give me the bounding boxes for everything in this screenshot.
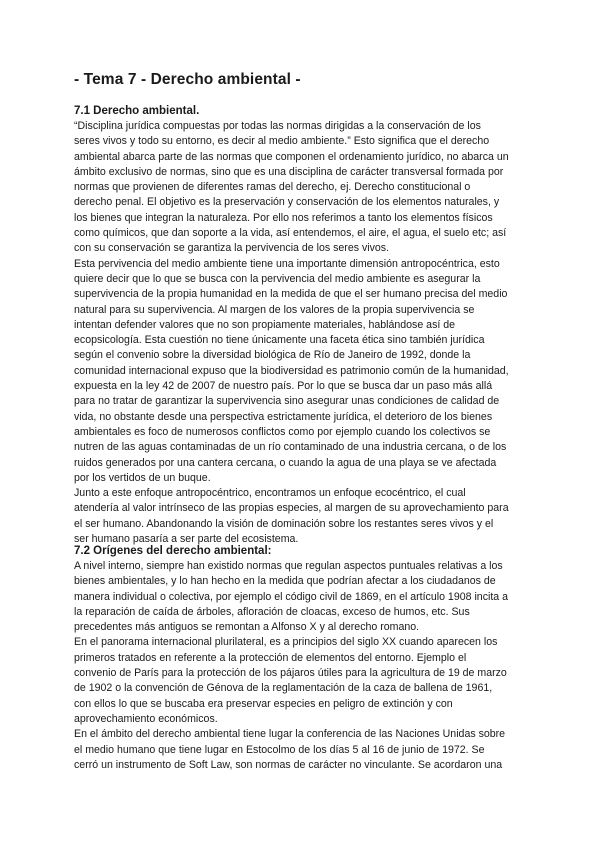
paragraph: Esta pervivencia del medio ambiente tiene una importante dimensión antropocéntrica, esto quiere decir que lo que se busca con la pervivencia del medio ambiente es asegurar la supervivencia de la propia humanidad en la medida de que el ser humano precisa del medio natural para su supervivencia. Al margen de los valores de la propia supervivencia se intentan defender valores que no son propiamente materiales, hablándose así de ecopsicología. Esta cuestión no tiene únicamente una faceta ética sino también jurídica según el convenio sobre la diversidad biológica de Río de Janeiro de 1992, donde la comunidad internacional expuso que la biodiversidad es patrimonio común de la humanidad, expuesta en la ley 42 de 2007 de nuestro país. Por lo que se busca dar un paso más allá para no tratar de garantizar la supervivencia sino asegurar unas condiciones de calidad de vida, no obstante desde una perspectiva estrictamente jurídica, el deterioro de los bienes ambientales es foco de numerosos conflictos como por ejemplo cuando los colectivos se nutren de las aguas contaminadas de un río contaminado de una industria cercana, o de los ruidos generados por una cantera cercana, o cuando la agua de una playa se ve afectada por los vertidos de un buque. (74, 257, 509, 484)
section-derecho-ambiental (74, 104, 534, 547)
paragraph: Junto a este enfoque antropocéntrico, encontramos un enfoque ecocéntrico, el cual atendería al valor intrínseco de las propias especies, al margen de su aprovechamiento para el ser humano. Abandonando la visión de dominación sobre los restantes seres vivos y el ser humano pasaría a ser parte del ecosistema. (74, 487, 509, 546)
section-heading: 7.1 Derecho ambiental. (74, 105, 200, 117)
paragraph: “Disciplina jurídica compuestas por todas las normas dirigidas a la conservación de los seres vivos y todo su entorno, es decir al medio ambiente.” Esto significa que el derecho ambiental abarca parte de las normas que componen el ordenamiento jurídico, no abarca un ámbito exclusivo de normas, sino que es una disciplina de carácter transversal formada por normas que provienen de diferentes ramas del derecho, ej. Derecho constitucional o derecho penal. El objetivo es la preservación y conservación de los elementos naturales, y los bienes que integran la naturaleza. Por ello nos referimos a tanto los elementos físicos como químicos, que dan soporte a la vida, así entendemos, el aire, el agua, el suelo etc; así con su conservación se garantiza la pervivencia de los seres vivos. (74, 120, 509, 255)
document-title: - Tema 7 - Derecho ambiental - (74, 71, 301, 88)
section-origenes (74, 544, 534, 773)
paragraph: En el ámbito del derecho ambiental tiene lugar la conferencia de las Naciones Unidas sobre el medio humano que tiene lugar en Estocolmo de los días 5 al 16 de junio de 1972. Se cerró un instrumento de Soft Law, son normas de carácter no vinculante. Se acordaron una (74, 728, 506, 771)
paragraph: En el panorama internacional plurilateral, es a principios del siglo XX cuando aparecen los primeros tratados en referente a la protección de elementos del entorno. Ejemplo el convenio de París para la protección de los pájaros útiles para la agricultura de 19 de marzo de 1902 o la convención de Génova de la reglamentación de la caza de ballena de 1961, con ellos lo que se buscaba era preservar especies en peligro de extinción y con aprovechamiento económicos. (74, 636, 507, 725)
paragraph: A nivel interno, siempre han existido normas que regulan aspectos puntuales relativas a los bienes ambientales, y lo han hecho en la medida que podrían afectar a los ciudadanos de manera individual o colectiva, por ejemplo el código civil de 1869, en el artículo 1908 incita a la reparación de caída de árboles, afloración de cloacas, exceso de humos, etc. Sus precedentes más antiguos se remontan a Alfonso X y al derecho romano. (74, 560, 509, 634)
section-heading: 7.2 Orígenes del derecho ambiental: (74, 545, 272, 557)
